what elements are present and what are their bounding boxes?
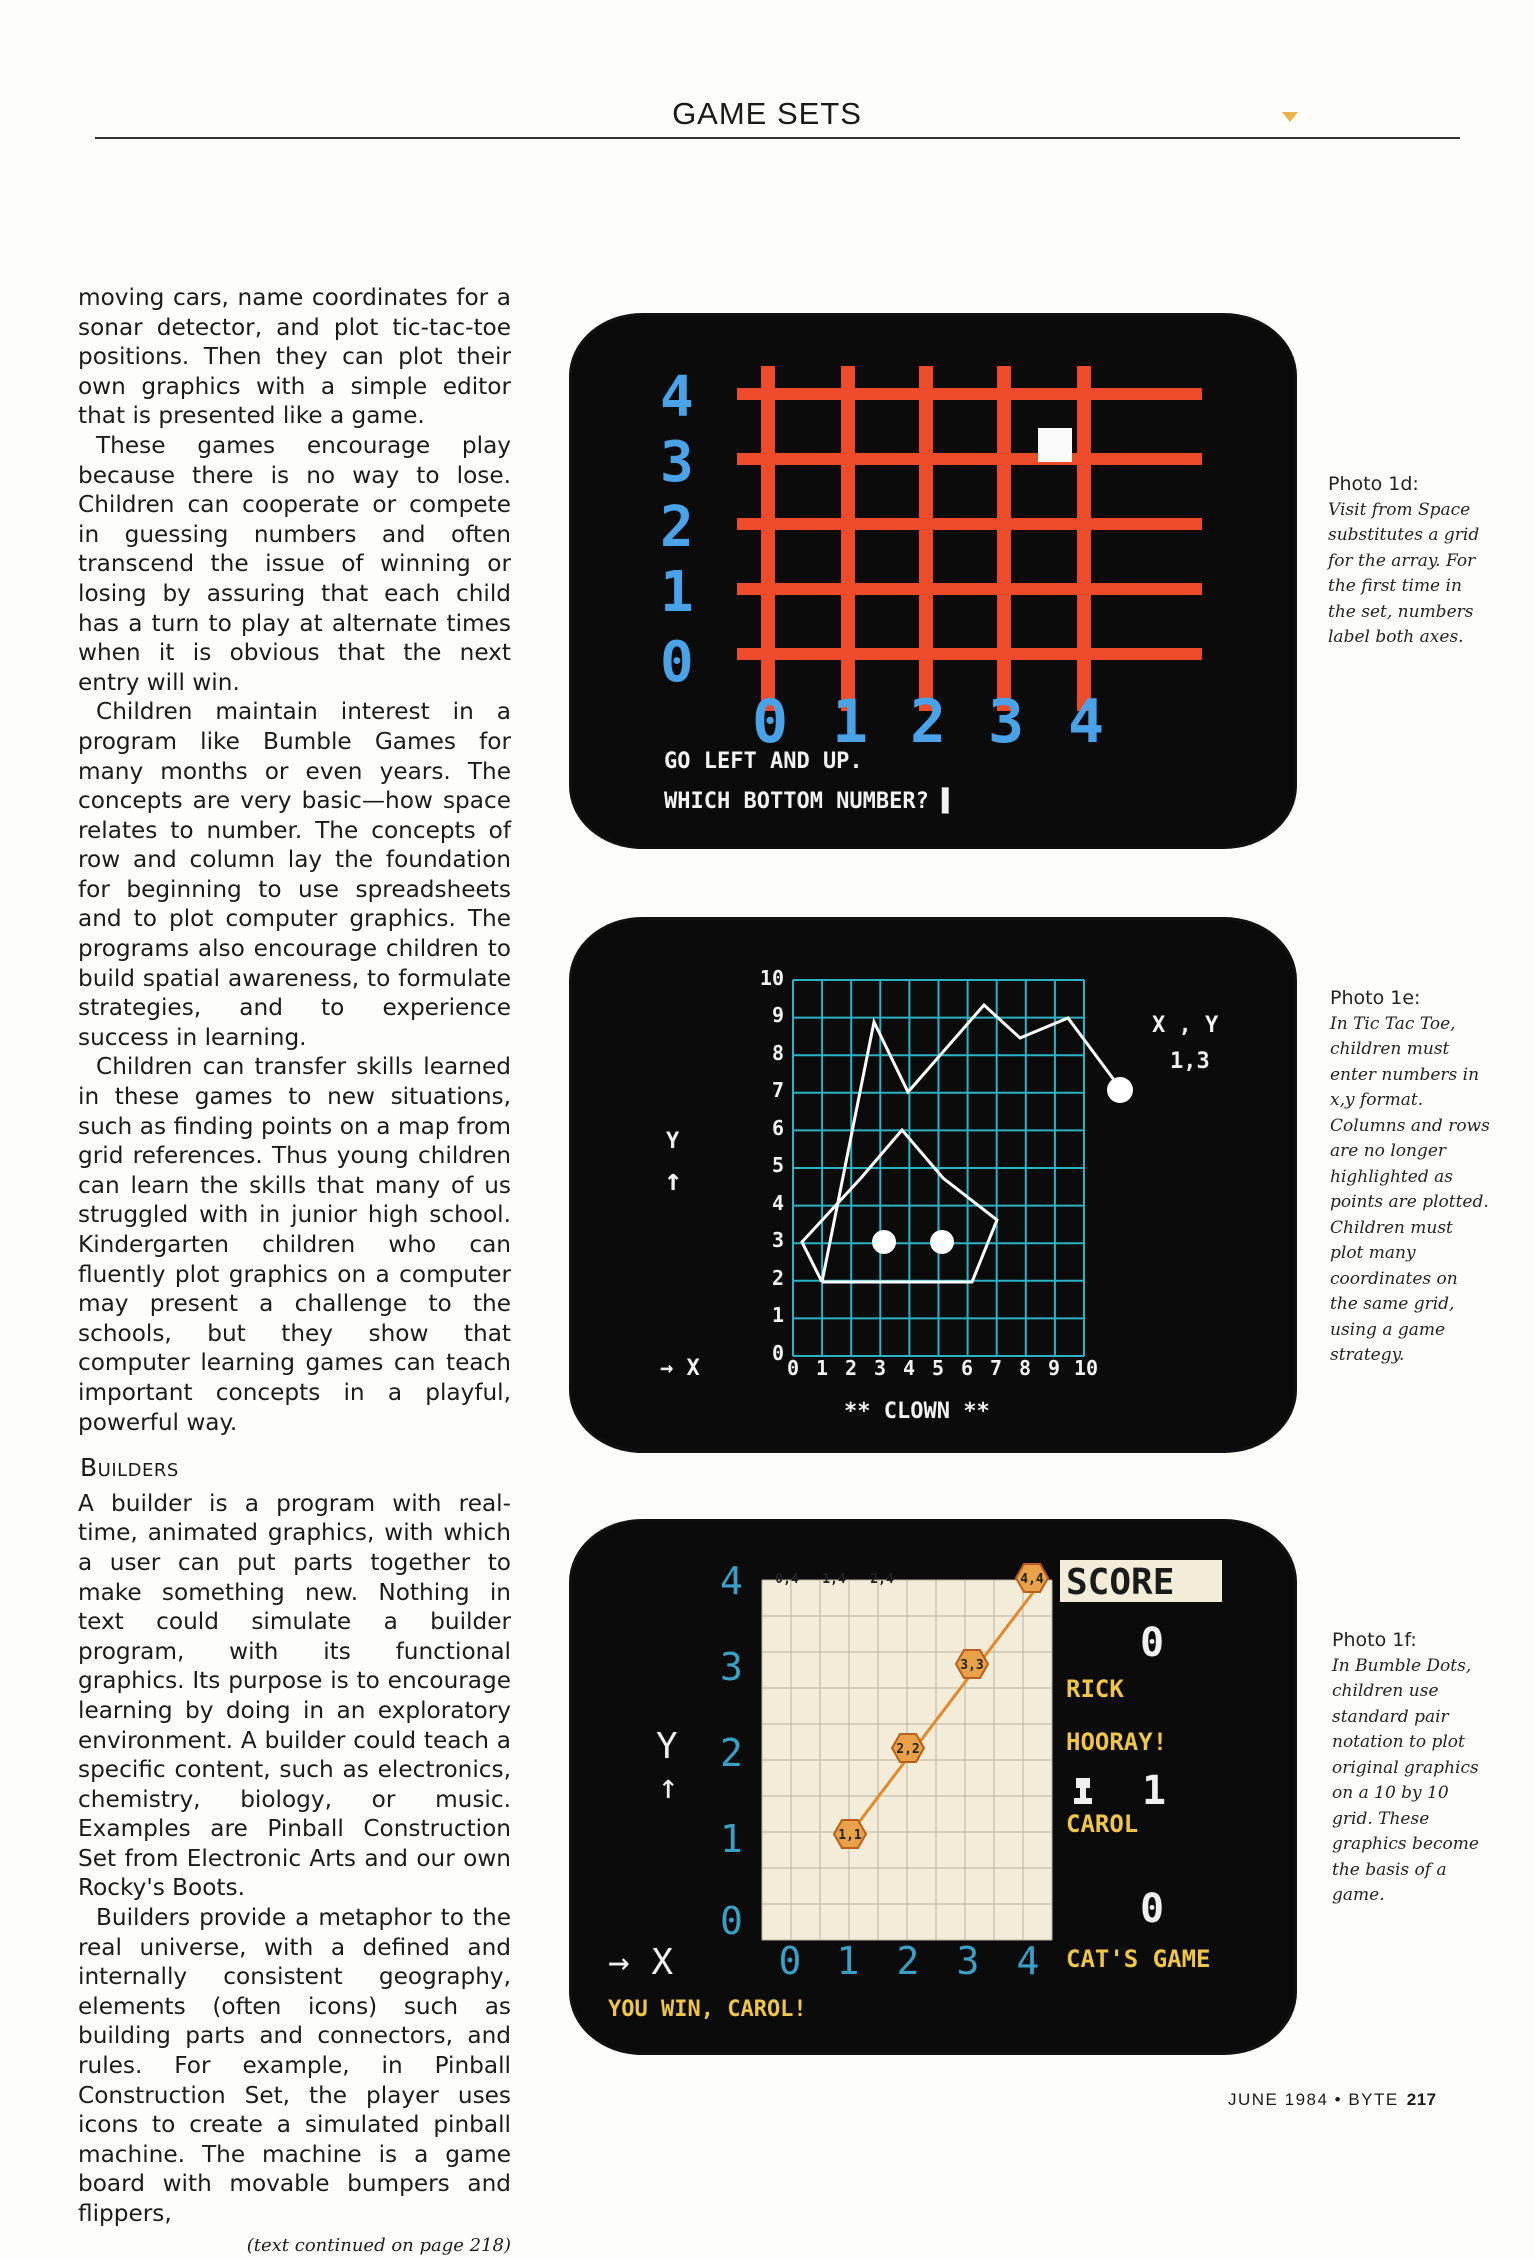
- running-head: GAME SETS: [672, 96, 862, 131]
- xy-value: 1,3: [1170, 1049, 1210, 1074]
- target-marker: [1038, 428, 1072, 462]
- photo-1d-caption: [1328, 472, 1488, 651]
- y-tick-label: 3: [720, 1645, 743, 1689]
- hooray-text: HOORAY!: [1066, 1728, 1168, 1756]
- y-axis-label: Y: [656, 1726, 678, 1767]
- hex-label: 4,4: [1020, 1572, 1044, 1587]
- photo-1f-screen: [572, 1522, 1294, 2052]
- clown-drawing: [802, 1005, 1120, 1282]
- caption-title: Photo 1d:: [1328, 473, 1419, 495]
- top-label: 2,4: [870, 1572, 894, 1587]
- score-carol: 1: [1142, 1768, 1167, 1814]
- y-tick-label: 1: [771, 1303, 784, 1327]
- x-tick-label: 6: [960, 1356, 974, 1380]
- y-tick-label: 4: [720, 1559, 743, 1603]
- prompt-line: GO LEFT AND UP.: [664, 749, 863, 774]
- caption-text: Visit from Space substitutes a grid for the array. For the first time in the set, numbers label both axes.: [1328, 499, 1480, 647]
- y-tick-label: 4: [660, 365, 694, 430]
- y-axis-arrow: ↑: [658, 1767, 679, 1807]
- y-tick-label: 4: [771, 1191, 784, 1215]
- caption-title: Photo 1e:: [1330, 987, 1421, 1009]
- header-mark: [1282, 112, 1298, 122]
- win-message: YOU WIN, CAROL!: [608, 1997, 807, 2022]
- photo-1d-x-labels: [752, 687, 1104, 757]
- y-tick-label: 3: [771, 1228, 784, 1252]
- prompt-line: WHICH BOTTOM NUMBER? ▌: [664, 789, 956, 814]
- y-tick-label: 2: [771, 1266, 784, 1290]
- body-paragraph: moving cars, name coordinates for a sonar detector, and plot tic-tac-toe positions. Then they can plot their own graphics with a simple editor that is presented like a game.: [78, 284, 511, 430]
- y-tick-label: 2: [660, 495, 694, 560]
- y-tick-label: 7: [771, 1078, 784, 1102]
- top-label: 0,4: [775, 1572, 799, 1587]
- section-heading: Builders: [80, 1453, 179, 1483]
- y-axis-label: Y: [666, 1129, 680, 1154]
- y-tick-label: 0: [660, 630, 694, 695]
- photo-1f-y-labels: [720, 1559, 743, 1943]
- x-tick-label: 7: [989, 1356, 1003, 1380]
- body-column: [78, 283, 511, 2260]
- continued-note: (text continued on page 218): [246, 2234, 511, 2256]
- y-tick-label: 9: [771, 1003, 784, 1027]
- photo-1e-x-labels: [787, 1356, 1098, 1380]
- x-tick-label: 1: [815, 1356, 829, 1380]
- photo-1e-caption: [1330, 986, 1490, 1369]
- x-tick-label: 2: [910, 687, 947, 757]
- x-tick-label: 5: [931, 1356, 945, 1380]
- plotted-point: [1107, 1077, 1133, 1103]
- player-name: RICK: [1066, 1675, 1124, 1703]
- caption-text: In Tic Tac Toe, children must enter numbers in x,y format. Columns and rows are no longer highlighted as points are plotted. Children must plot many coordinates on the same grid, using a game strategy.: [1330, 1013, 1490, 1365]
- photo-1f-x-labels: [779, 1939, 1040, 1983]
- player-name: CAROL: [1066, 1810, 1139, 1838]
- x-tick-label: 8: [1018, 1356, 1032, 1380]
- y-tick-label: 0: [720, 1899, 743, 1943]
- body-paragraph: These games encourage play because there is no way to lose. Children can cooperate or compete in guessing numbers and often transcend the issue of winning or losing by assuring that each child has a turn to play at alternate times when it is obvious that the next entry will win.: [78, 431, 511, 696]
- trophy-icon: [1074, 1778, 1092, 1804]
- x-axis-label: → X: [608, 1942, 674, 1983]
- photo-1e-grid: [793, 980, 1084, 1356]
- x-tick-label: 4: [902, 1356, 916, 1380]
- cats-game-label: CAT'S GAME: [1066, 1945, 1211, 1973]
- y-tick-label: 2: [720, 1731, 743, 1775]
- hex-label: 1,1: [838, 1828, 862, 1843]
- xy-header: X , Y: [1152, 1013, 1219, 1038]
- x-tick-label: 4: [1016, 1939, 1040, 1983]
- x-tick-label: 1: [836, 1939, 860, 1983]
- page-number: 217: [1406, 2090, 1437, 2109]
- body-paragraph: A builder is a program with real-time, animated graphics, with which a user can put parts together to make something new. Nothing in text could simulate a builder program, with its functional graphics. Its purpose is to encourage learning by doing in an exploratory environment. A builder could teach a specific content, such as electronics, chemistry, biology, or music. Examples are Pinball Construction Set from Electronic Arts and our own Rocky's Boots.: [78, 1489, 511, 1902]
- y-tick-label: 8: [771, 1041, 784, 1065]
- caption-title: Photo 1f:: [1332, 1629, 1417, 1651]
- body-paragraph: Builders provide a metaphor to the real universe, with a defined and internally consistent geography, elements (often icons) such as building parts and connectors, and rules. For example, in Pinball Construction Set, the player uses icons to create a simulated pinball machine. The machine is a game board with movable bumpers and flippers,: [78, 1904, 511, 2227]
- x-tick-label: 4: [1068, 687, 1105, 757]
- x-tick-label: 1: [832, 687, 869, 757]
- photo-1e-y-labels: [760, 966, 784, 1365]
- photo-1d-grid: [737, 366, 1202, 711]
- caption-text: In Bumble Dots, children use standard pair notation to plot original graphics on a 10 by 10 grid. These graphics become the basis of a game.: [1332, 1655, 1479, 1905]
- x-axis-label: → X: [660, 1356, 700, 1381]
- x-tick-label: 3: [956, 1939, 980, 1983]
- header-rule: [95, 137, 1460, 139]
- clown-eye-left: [872, 1230, 896, 1254]
- x-tick-label: 2: [896, 1939, 920, 1983]
- page-footer: [1228, 2090, 1437, 2110]
- hex-label: 3,3: [960, 1658, 984, 1673]
- x-tick-label: 3: [873, 1356, 887, 1380]
- body-paragraph: Children can transfer skills learned in these games to new situations, such as finding points on a map from grid references. Thus young children can learn the skills that many of us struggled with in junior high school. Kindergarten children who can fluently plot graphics on a computer may present a challenge to the schools, but they show that computer learning games can teach important concepts in a playful, powerful way.: [78, 1053, 511, 1436]
- y-tick-label: 0: [771, 1341, 784, 1365]
- clown-hat-line: [822, 1005, 1120, 1282]
- x-tick-label: 0: [778, 1939, 802, 1983]
- photo-1e-screen: [572, 920, 1294, 1450]
- y-tick-label: 6: [771, 1116, 784, 1140]
- hex-label: 2,2: [896, 1742, 920, 1757]
- x-tick-label: 0: [786, 1356, 800, 1380]
- y-tick-label: 1: [660, 560, 694, 625]
- score-label: SCORE: [1066, 1562, 1175, 1603]
- body-paragraph: Children maintain interest in a program like Bumble Games for many months or even years. The concepts are very basic—how space relates to number. The concepts of row and column lay the foundation for beginning to use spreadsheets and to plot computer graphics. The programs also encourage children to build spatial awareness, to formulate strategies, and to experience success in learning.: [78, 698, 511, 1051]
- y-tick-label: 5: [771, 1153, 784, 1177]
- footer-issue: JUNE 1984 • BYTE: [1228, 2090, 1399, 2109]
- x-tick-label: 0: [752, 687, 789, 757]
- photo-1f-graphic: [572, 1522, 1294, 2052]
- top-label: 1,4: [822, 1572, 846, 1587]
- y-tick-label: 10: [759, 966, 784, 990]
- x-tick-label: 2: [844, 1356, 858, 1380]
- y-axis-arrow: ↑: [664, 1163, 683, 1198]
- photo-1e-graphic: [572, 920, 1294, 1450]
- y-tick-label: 3: [660, 430, 694, 495]
- photo-1d-graphic: [572, 316, 1294, 846]
- y-tick-label: 1: [720, 1817, 743, 1861]
- x-tick-label: 9: [1047, 1356, 1061, 1380]
- drawing-title: ** CLOWN **: [844, 1399, 990, 1424]
- score-cat: 0: [1140, 1886, 1165, 1932]
- score-rick: 0: [1140, 1620, 1165, 1666]
- photo-1d-y-labels: [660, 365, 694, 695]
- x-tick-label: 3: [988, 687, 1025, 757]
- x-tick-label: 10: [1073, 1356, 1099, 1380]
- clown-eye-right: [930, 1230, 954, 1254]
- photo-1f-caption: [1332, 1628, 1492, 1909]
- photo-1d-screen: [572, 316, 1294, 846]
